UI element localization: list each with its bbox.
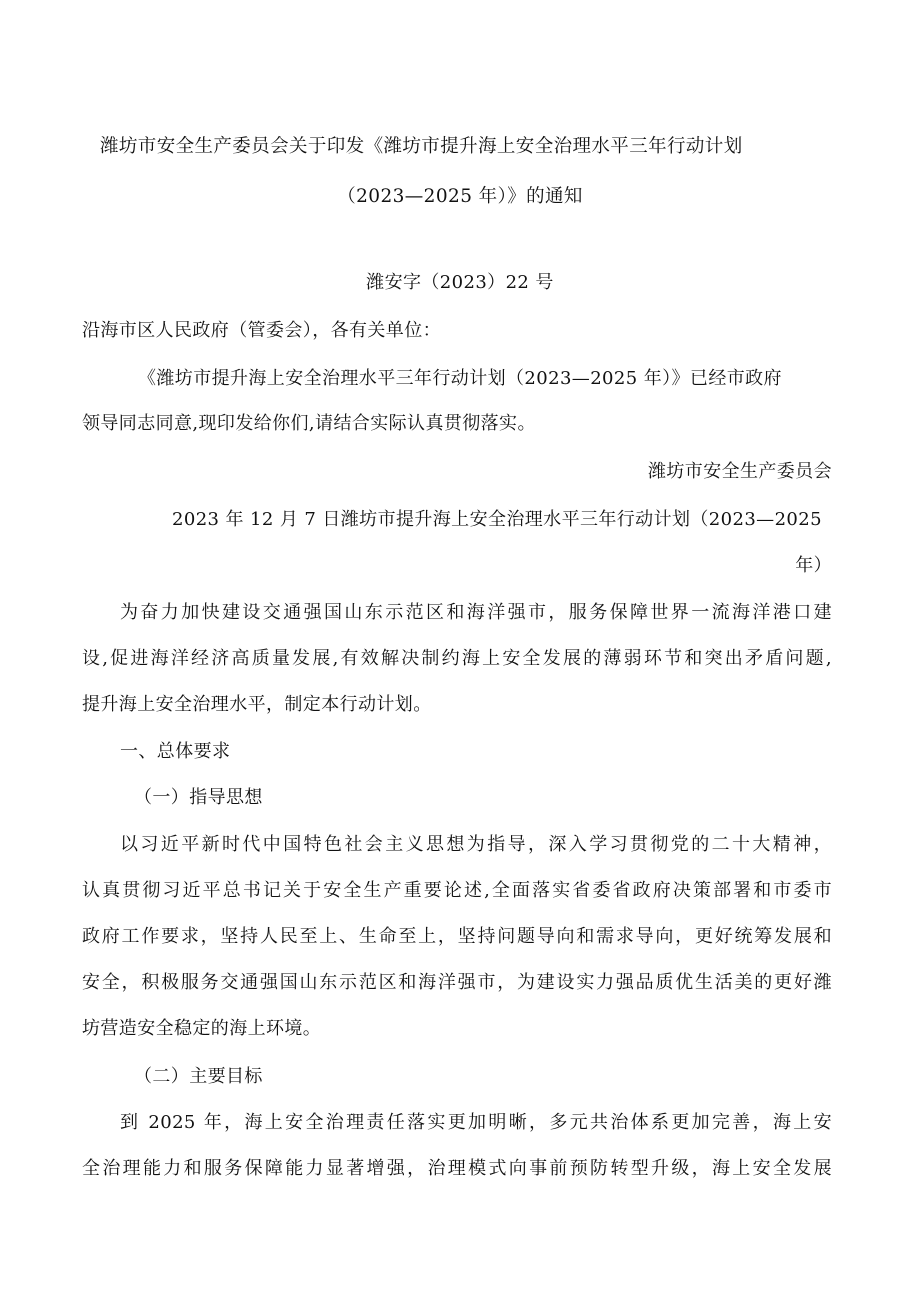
guiding-thought-line-3: 政府工作要求，坚持人民至上、生命至上，坚持问题导向和需求导向，更好统筹发展和 (82, 926, 832, 947)
document-number: 潍安字（2023）22 号 (366, 272, 554, 293)
notice-title-line-2: （2023—2025 年）》的通知 (337, 186, 583, 207)
main-goals-line-2: 全治理能力和服务保障能力显著增强，治理模式向事前预防转型升级，海上安全发展 (82, 1158, 832, 1179)
subsection-2-heading: （二）主要目标 (134, 1066, 263, 1087)
guiding-thought-line-4: 安全，积极服务交通强国山东示范区和海洋强市，为建设实力强品质优生活美的更好潍 (82, 972, 832, 993)
intro-line-1: 为奋力加快建设交通强国山东示范区和海洋强市，服务保障世界一流海洋港口建 (120, 602, 832, 623)
main-goals-line-1: 到 2025 年，海上安全治理责任落实更加明晰，多元共治体系更加完善，海上安 (120, 1112, 832, 1133)
intro-line-2: 设,促进海洋经济高质量发展,有效解决制约海上安全发展的薄弱环节和突出矛盾问题, (82, 648, 832, 669)
notice-body-line-2: 领导同志同意,现印发给你们,请结合实际认真贯彻落实。 (82, 413, 536, 434)
section-1-heading: 一、总体要求 (120, 741, 231, 762)
subsection-1-heading: （一）指导思想 (134, 787, 263, 808)
plan-title-end: 年） (795, 555, 832, 576)
guiding-thought-line-2: 认真贯彻习近平总书记关于安全生产重要论述,全面落实省委省政府决策部署和市委市 (82, 880, 832, 901)
notice-body-line-1: 《潍坊市提升海上安全治理水平三年行动计划（2023—2025 年）》已经市政府 (138, 368, 782, 389)
issue-date-and-plan-title: 2023 年 12 月 7 日潍坊市提升海上安全治理水平三年行动计划（2023—2025 (172, 509, 822, 530)
issuer-signature: 潍坊市安全生产委员会 (648, 461, 832, 482)
notice-title-line-1: 潍坊市安全生产委员会关于印发《潍坊市提升海上安全治理水平三年行动计划 (100, 136, 743, 157)
guiding-thought-line-1: 以习近平新时代中国特色社会主义思想为指导，深入学习贯彻党的二十大精神， (120, 834, 832, 855)
addressee: 沿海市区人民政府（管委会），各有关单位： (82, 320, 441, 341)
intro-line-3: 提升海上安全治理水平，制定本行动计划。 (82, 694, 432, 715)
guiding-thought-line-5: 坊营造安全稳定的海上环境。 (82, 1018, 322, 1039)
